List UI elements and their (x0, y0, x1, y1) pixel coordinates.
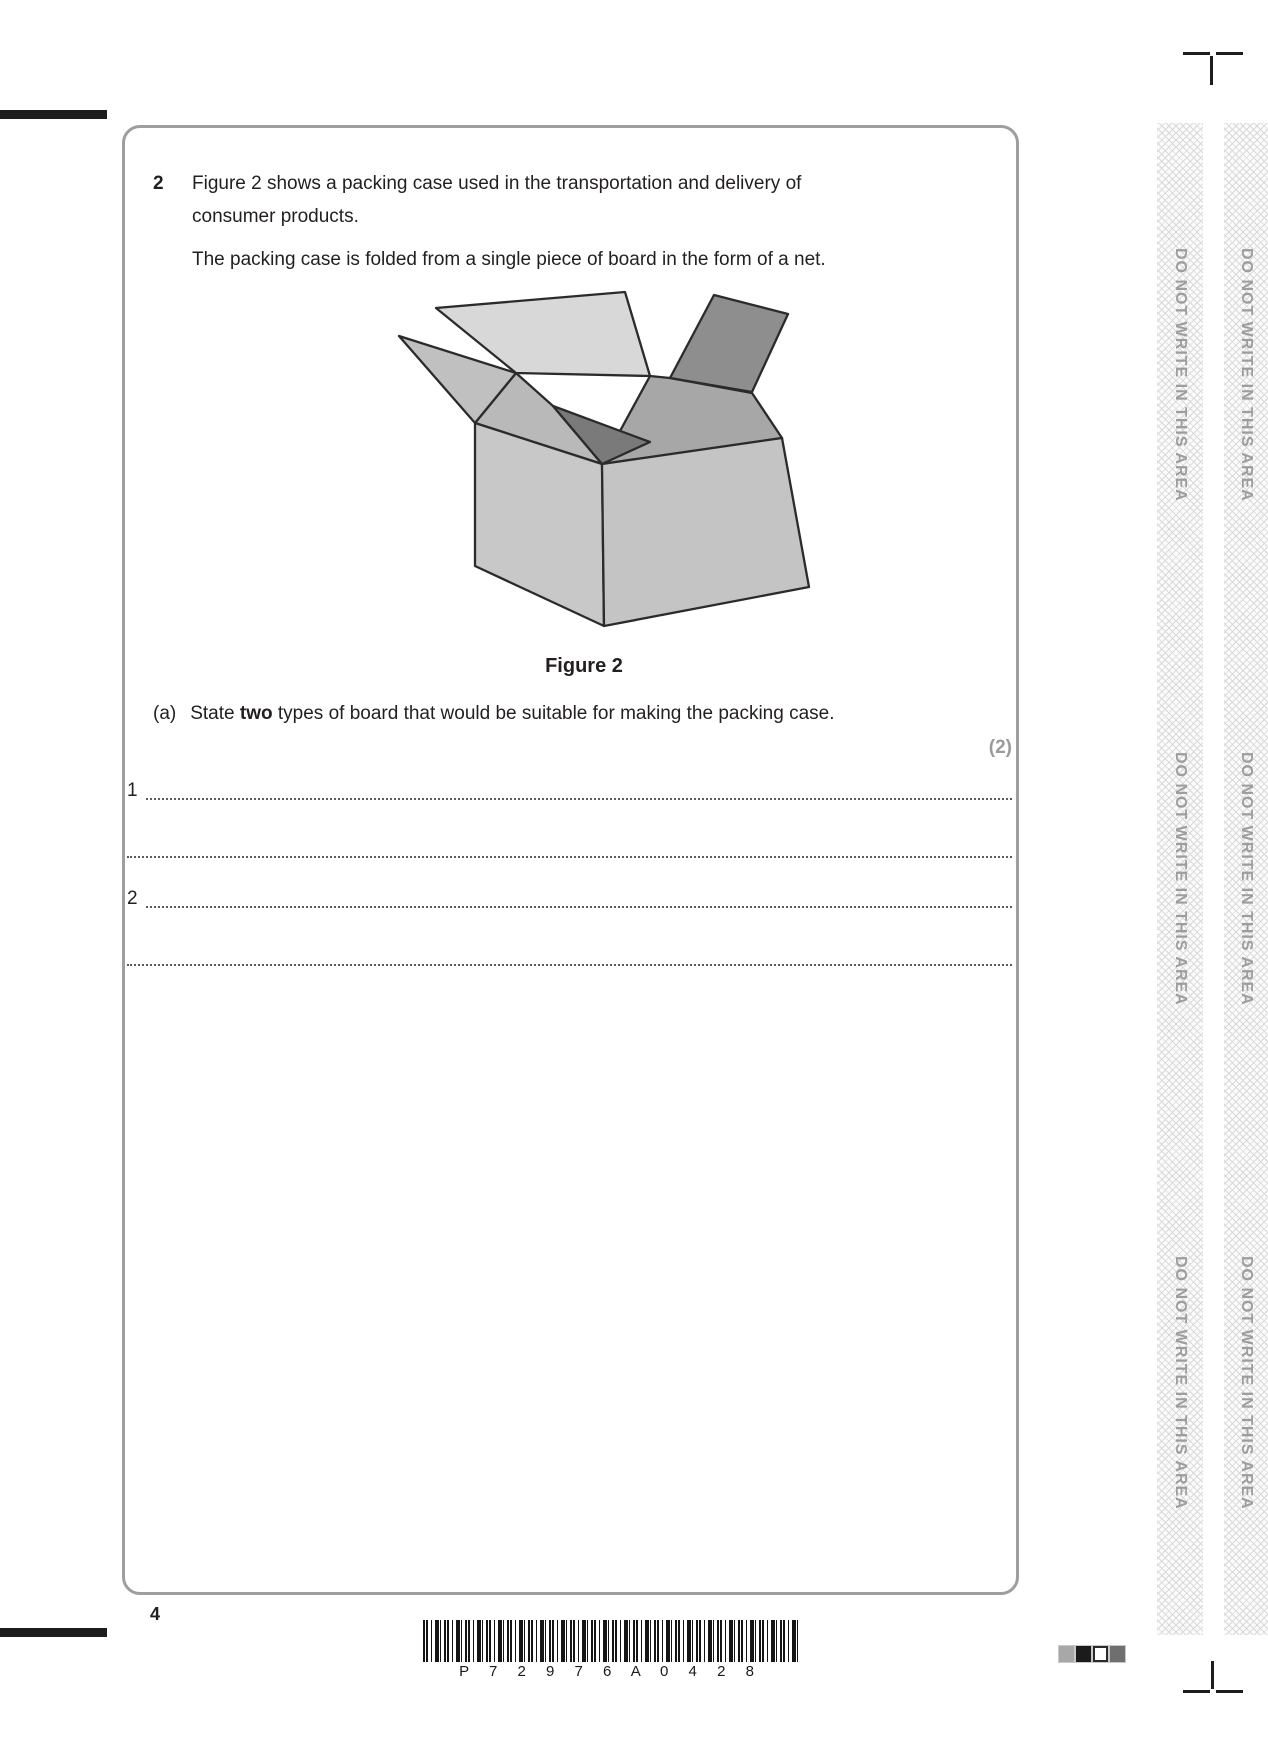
barcode (423, 1620, 798, 1662)
answer-line-2-number: 2 (127, 888, 138, 909)
answer-line-1 (127, 778, 1012, 800)
part-a-text-post: types of board that would be suitable for making the packing case. (272, 703, 835, 724)
part-a-text-pre: State (190, 703, 240, 724)
do-not-write-text: DO NOT WRITE IN THIS AREA (1172, 248, 1189, 502)
answer-line-2 (127, 886, 1012, 908)
do-not-write-text: DO NOT WRITE IN THIS AREA (1238, 752, 1255, 1006)
question-detail: The packing case is folded from a single piece of board in the form of a net. (192, 249, 826, 270)
do-not-write-strip-inner (1157, 123, 1203, 1635)
packing-case-illustration (358, 250, 818, 635)
part-a-question (153, 703, 1013, 725)
answer-line-2-continuation[interactable] (127, 946, 1012, 966)
calibration-square-dark-gray (1110, 1646, 1125, 1662)
do-not-write-text: DO NOT WRITE IN THIS AREA (1172, 752, 1189, 1006)
calibration-square-black (1076, 1646, 1091, 1662)
part-a-label: (a) (153, 703, 177, 724)
question-intro-line1: Figure 2 shows a packing case used in the transportation and delivery of (192, 173, 802, 194)
trim-bar-top-left (0, 110, 107, 119)
calibration-square-light-gray (1059, 1646, 1074, 1662)
barcode-text: P 7 2 9 7 6 A 0 4 2 8 (459, 1663, 762, 1680)
do-not-write-text: DO NOT WRITE IN THIS AREA (1238, 248, 1255, 502)
answer-line-1-field[interactable] (146, 778, 1012, 800)
marks-badge: (2) (988, 737, 1012, 758)
answer-line-1-number: 1 (127, 780, 138, 801)
question-intro (192, 167, 892, 233)
trim-bar-bottom-left (0, 1628, 107, 1637)
do-not-write-text: DO NOT WRITE IN THIS AREA (1172, 1256, 1189, 1510)
calibration-squares (1059, 1646, 1125, 1662)
part-a-text-bold: two (239, 703, 273, 724)
do-not-write-strip-outer (1224, 123, 1268, 1635)
figure-caption: Figure 2 (545, 655, 623, 677)
answer-line-2-field[interactable] (146, 886, 1012, 908)
question-intro-line2: consumer products. (192, 206, 359, 227)
question-number: 2 (153, 173, 164, 194)
calibration-square-white (1093, 1646, 1108, 1662)
do-not-write-text: DO NOT WRITE IN THIS AREA (1238, 1256, 1255, 1510)
page-number: 4 (150, 1604, 161, 1624)
answer-line-1-continuation[interactable] (127, 838, 1012, 858)
